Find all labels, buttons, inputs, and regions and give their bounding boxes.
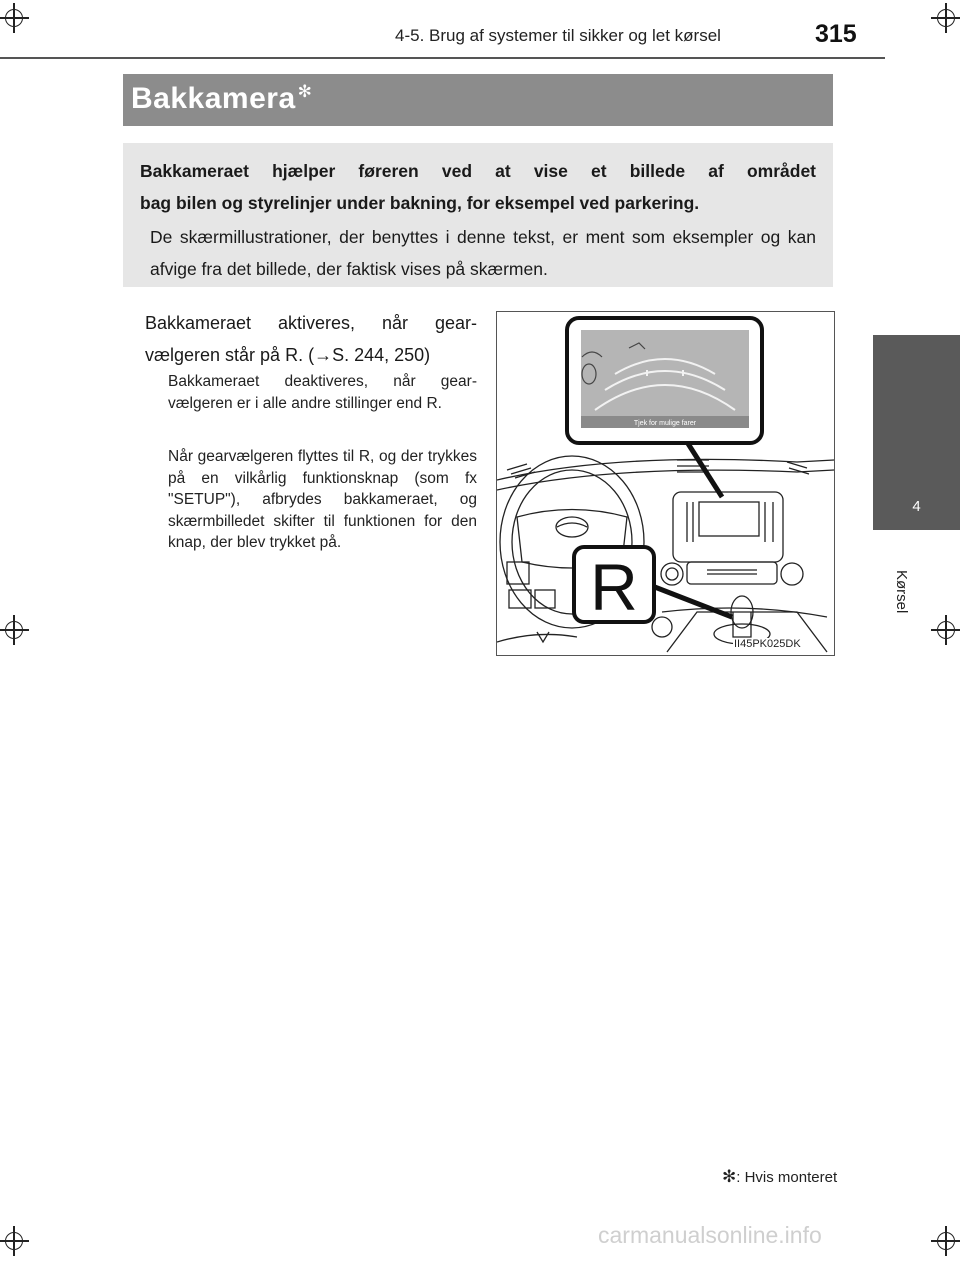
asterisk-icon: ✻ xyxy=(722,1167,737,1186)
body-note: Når gearvælgeren flyttes til R, og der trykkes på en vilkårlig funktionsknap (som fx "SETUP"), afbrydes bakkameraet, og skærmbilledet skifter til funktionen for den knap, der blev trykket på. xyxy=(168,448,477,551)
crop-mark-icon xyxy=(0,3,29,33)
dashboard-illustration xyxy=(496,311,835,656)
watermark: carmanualsonline.info xyxy=(598,1222,822,1248)
body-paragraph: Bakkameraet aktiveres, når gear-vælgeren står på R. (→S. 244, 250) xyxy=(145,313,477,365)
intro-note: De skærmillustrationer, der benyttes i denne tekst, er ment som eksempler og kan afvige fra det billede, der faktisk vises på skærmen. xyxy=(150,227,816,279)
crop-mark-icon xyxy=(931,1226,960,1256)
intro-summary xyxy=(140,155,816,219)
dashboard-drawing xyxy=(497,312,834,655)
intro-summary-line: Bakkameraet hjælper føreren ved at vise et billede af området xyxy=(140,161,816,181)
figure-code: II45PK025DK xyxy=(734,638,801,650)
screen-caption: Tjek for mulige farer xyxy=(633,420,697,427)
footnote-text: : Hvis monteret xyxy=(736,1169,838,1186)
section-heading: 4-5. Brug af systemer til sikker og let kørsel xyxy=(395,26,721,45)
page-title xyxy=(131,82,312,116)
page-number: 315 xyxy=(815,20,857,48)
crop-mark-icon xyxy=(931,3,960,33)
intro-summary-line: bag bilen og styrelinjer under bakning, for eksempel ved parkering. xyxy=(140,193,700,213)
header-divider xyxy=(0,57,885,59)
crop-mark-icon xyxy=(931,615,960,645)
page-title-text: Bakkamera xyxy=(131,82,296,115)
gear-letter: R xyxy=(590,550,638,624)
crop-mark-icon xyxy=(0,1226,29,1256)
body-note: Bakkameraet deaktiveres, når gear-vælgeren er i alle andre stillinger end R. xyxy=(168,373,477,412)
chapter-number: 4 xyxy=(912,498,921,515)
crop-mark-icon xyxy=(0,615,29,645)
chapter-label xyxy=(878,570,910,650)
asterisk-icon: ✻ xyxy=(297,82,313,101)
footnote xyxy=(722,1167,837,1187)
chapter-label-text: Kørsel xyxy=(893,570,910,614)
